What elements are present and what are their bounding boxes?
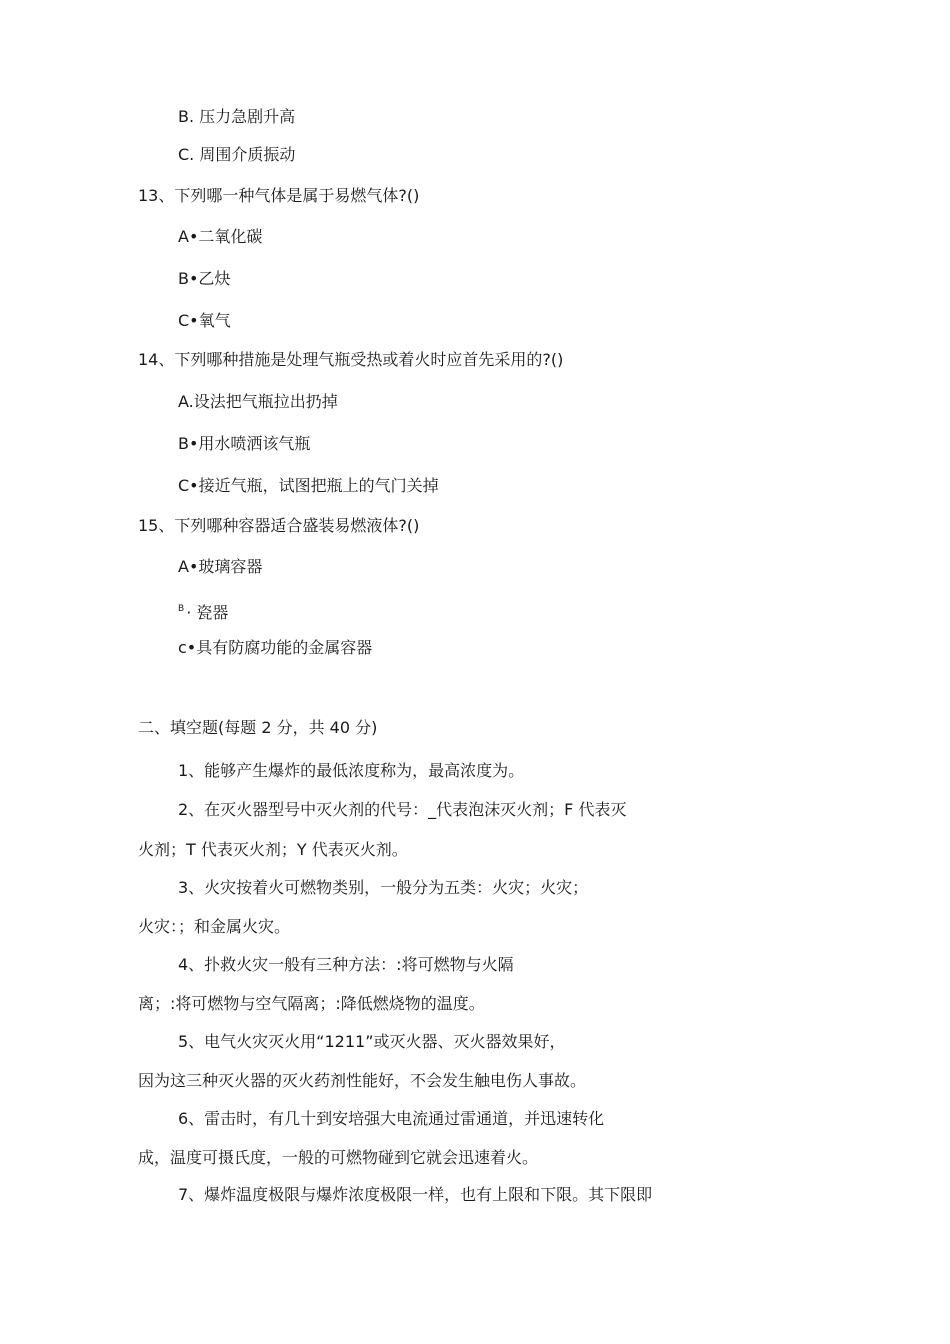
- q13-option-b: B•乙炔: [178, 269, 231, 288]
- fill-in-3-line-1: 3、火灾按着火可燃物类别，一般分为五类：火灾；火灾；: [178, 878, 589, 897]
- fill-in-3-line-2: 火灾：；和金属火灾。: [138, 917, 291, 936]
- question-14: 14、下列哪种措施是处理气瓶受热或着火时应首先采用的?(): [138, 350, 564, 369]
- q15-option-b-text: · 瓷器: [186, 603, 229, 622]
- question-15: 15、下列哪种容器适合盛装易燃液体?(): [138, 516, 420, 535]
- q15-option-b-mark: B: [178, 604, 185, 614]
- fill-in-1: 1、能够产生爆炸的最低浓度称为，最高浓度为。: [178, 761, 525, 780]
- section-heading-fill-in: 二、填空题(每题 2 分，共 40 分): [138, 718, 378, 737]
- fill-in-4-line-1: 4、扑救火灾一般有三种方法：:将可燃物与火隔: [178, 955, 514, 974]
- fill-in-5-line-2: 因为这三种灭火器的灭火药剂性能好，不会发生触电伤人事故。: [138, 1071, 587, 1090]
- question-13: 13、下列哪一种气体是属于易燃气体?(): [138, 186, 420, 205]
- fill-in-6-line-2: 成，温度可摄氏度，一般的可燃物碰到它就会迅速着火。: [138, 1148, 539, 1167]
- fill-in-7-line-1: 7、爆炸温度极限与爆炸浓度极限一样，也有上限和下限。其下限即: [178, 1185, 653, 1204]
- q14-option-a: A.设法把气瓶拉出扔掉: [178, 392, 338, 411]
- q12-option-c: C. 周围介质振动: [178, 145, 296, 164]
- fill-in-4-line-2: 离；:将可燃物与空气隔离；:降低燃烧物的温度。: [138, 994, 485, 1013]
- q15-option-c: c•具有防腐功能的金属容器: [178, 638, 373, 657]
- q13-option-a: A•二氧化碳: [178, 227, 263, 246]
- q12-option-b: B. 压力急剧升高: [178, 107, 296, 126]
- fill-in-2-line-2: 火剂；T 代表灭火剂；Y 代表灭火剂。: [138, 840, 408, 859]
- q13-option-c: C•氧气: [178, 311, 231, 330]
- fill-in-2-line-1: 2、在灭火器型号中灭火剂的代号：_代表泡沫灭火剂；F 代表灭: [178, 800, 627, 819]
- q14-option-c: C•接近气瓶，试图把瓶上的气门关掉: [178, 476, 439, 495]
- fill-in-6-line-1: 6、雷击时，有几十到安培强大电流通过雷通道，并迅速转化: [178, 1109, 605, 1128]
- q15-option-a: A•玻璃容器: [178, 557, 263, 576]
- q15-option-b: [178, 598, 228, 620]
- q14-option-b: B•用水喷洒该气瓶: [178, 434, 311, 453]
- fill-in-5-line-1: 5、电气火灾灭火用“1211”或灭火器、灭火器效果好，: [178, 1032, 566, 1051]
